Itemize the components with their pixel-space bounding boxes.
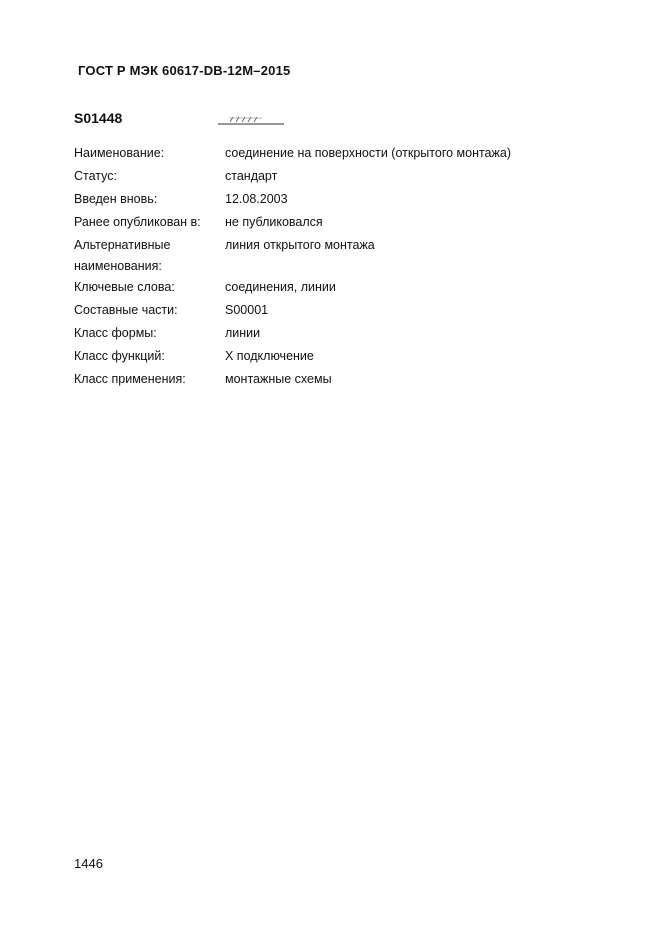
property-row-status bbox=[74, 165, 511, 188]
property-key: Введен вновь: bbox=[74, 192, 158, 206]
standard-code: ГОСТ Р МЭК 60617-DB-12M–2015 bbox=[78, 63, 291, 78]
property-key: Класс функций: bbox=[74, 349, 165, 363]
property-value: 12.08.2003 bbox=[225, 192, 288, 206]
property-key: Класс применения: bbox=[74, 372, 186, 386]
property-key: Статус: bbox=[74, 169, 117, 183]
property-value: стандарт bbox=[225, 169, 278, 183]
property-row-shape-class bbox=[74, 322, 511, 345]
property-key: Ранее опубликован в: bbox=[74, 215, 201, 229]
property-row-introduced bbox=[74, 188, 511, 211]
property-key: Ключевые слова: bbox=[74, 280, 175, 294]
property-key: Наименование: bbox=[74, 146, 165, 160]
page-number: 1446 bbox=[74, 856, 103, 871]
property-value: X подключение bbox=[225, 349, 314, 363]
property-key: Альтернативные наименования: bbox=[74, 238, 171, 273]
surface-mounting-symbol-icon bbox=[218, 113, 284, 127]
property-key: Класс формы: bbox=[74, 326, 157, 340]
property-row-components bbox=[74, 299, 511, 322]
property-row-function-class bbox=[74, 345, 511, 368]
property-value: S00001 bbox=[225, 303, 269, 317]
properties-table bbox=[74, 142, 511, 391]
property-key: Составные части: bbox=[74, 303, 178, 317]
property-value: линия открытого монтажа bbox=[225, 238, 375, 252]
property-row-name bbox=[74, 142, 511, 165]
property-row-previously-published bbox=[74, 211, 511, 234]
property-row-application-class bbox=[74, 368, 511, 391]
property-row-alternative-names bbox=[74, 234, 511, 276]
property-row-keywords bbox=[74, 276, 511, 299]
property-value: соединения, линии bbox=[225, 280, 336, 294]
property-value: соединение на поверхности (открытого монтажа) bbox=[225, 146, 511, 160]
property-value: монтажные схемы bbox=[225, 372, 332, 386]
property-value: не публиковался bbox=[225, 215, 323, 229]
property-value: линии bbox=[225, 326, 261, 340]
symbol-id: S01448 bbox=[74, 110, 123, 126]
